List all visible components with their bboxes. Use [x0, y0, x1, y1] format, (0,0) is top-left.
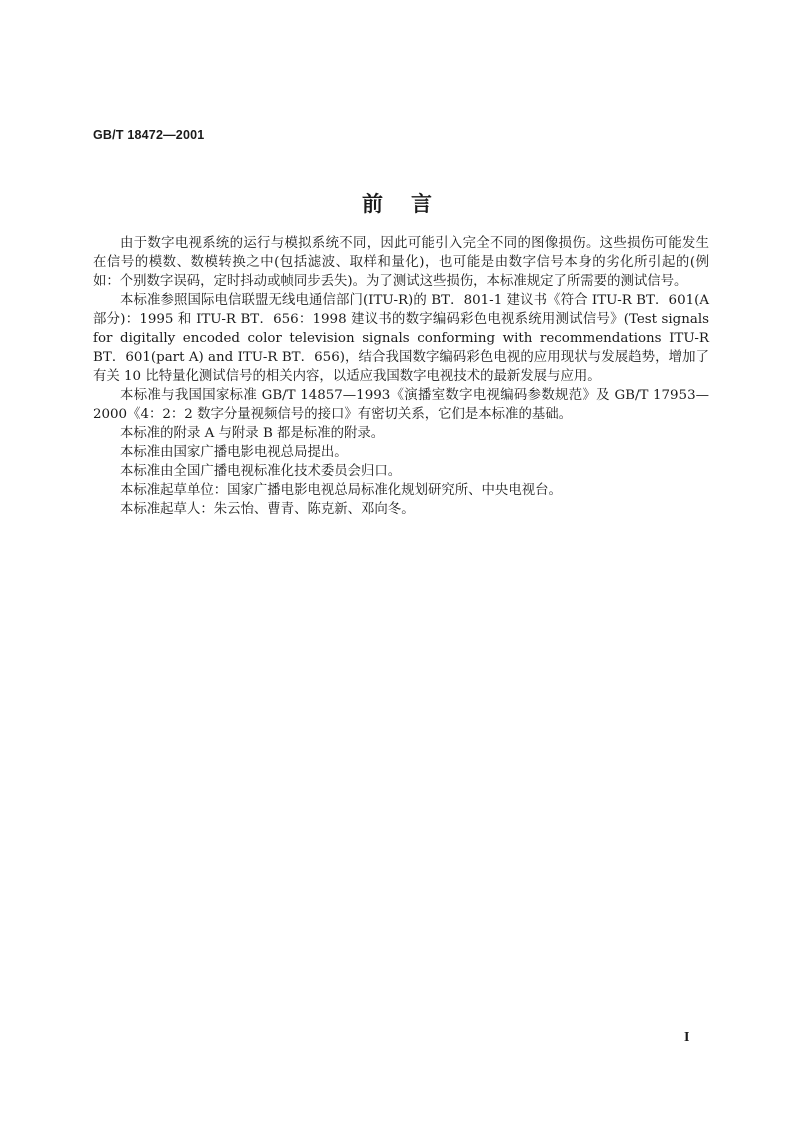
- foreword-body: [93, 234, 709, 519]
- paragraph-related-standards: 本标准与我国国家标准 GB/T 14857—1993《演播室数字电视编码参数规范》及 GB/T 17953—2000《4：2：2 数字分量视频信号的接口》有密切关系，它们是本标准的基础。: [93, 388, 709, 422]
- paragraph-proposed-by: 本标准由国家广播电影电视总局提出。: [120, 445, 348, 460]
- paragraph-damage-intro: 由于数字电视系统的运行与模拟系统不同，因此可能引入完全不同的图像损伤。这些损伤可能发生在信号的模数、数模转换之中(包括滤波、取样和量化)，也可能是由数字信号本身的劣化所引起的(例如：个别数字误码，定时抖动或帧同步丢失)。为了测试这些损伤，本标准规定了所需要的测试信号。: [93, 236, 709, 289]
- paragraph-drafters: 本标准起草人：朱云怡、曹青、陈克新、邓向冬。: [120, 502, 415, 517]
- page-number: I: [684, 1030, 690, 1045]
- paragraph-annexes: 本标准的附录 A 与附录 B 都是标准的附录。: [120, 426, 385, 441]
- paragraph-administered-by: 本标准由全国广播电视标准化技术委员会归口。: [120, 464, 402, 479]
- page-title: 前言: [362, 192, 460, 216]
- paragraph-reference-itu: 本标准参照国际电信联盟无线电通信部门(ITU-R)的 BT．801-1 建议书《符合 ITU-R BT．601(A 部分)：1995 和 ITU-R BT．656：1998 建议书的数字编码彩色电视系统用测试信号》(Test signals for digitally encoded color television signals conforming with recommendations ITU-R BT．601(part A) and ITU-R BT．656)，结合我国数字编码彩色电视的应用现状与发展趋势，增加了有关 10 比特量化测试信号的相关内容，以适应我国数字电视技术的最新发展与应用。: [93, 293, 709, 384]
- paragraph-drafting-units: 本标准起草单位：国家广播电影电视总局标准化规划研究所、中央电视台。: [120, 483, 562, 498]
- standard-code-header: GB/T 18472—2001: [93, 128, 205, 142]
